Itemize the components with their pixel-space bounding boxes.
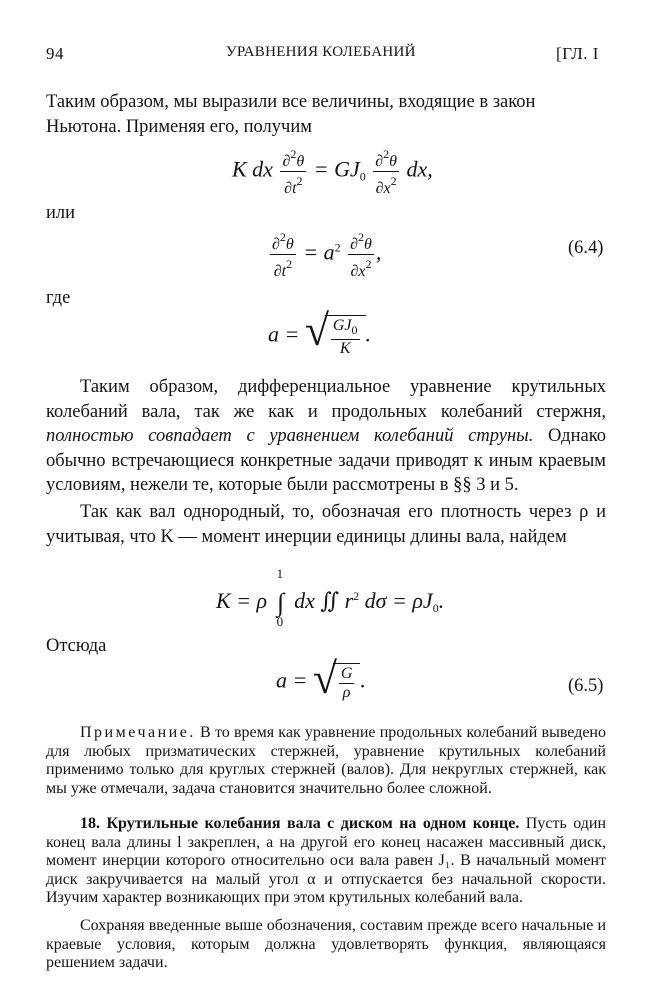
equation-a-definition: a = √ $\frac{GJ_0}{K}$ . <box>268 306 372 357</box>
running-title: УРАВНЕНИЯ КОЛЕБАНИЙ <box>226 44 416 60</box>
sqrt-sign-2: √ $\frac{G}{\rho}$ <box>313 663 361 702</box>
remark-text: В то время как уравнение продольных колебаний выведено для любых призматических стержней, уравнение крутильных колебаний применимо только для круглых стержней (валов). Для некруглых стержней, как мы уже отмечали, задача становится значительно более сложной. <box>46 724 606 797</box>
word-otsyuda: Отсюда <box>46 636 107 656</box>
sqrt-sign: √ $\frac{GJ_0}{K}$ <box>305 315 366 358</box>
fraction-d2theta-dx2-b: $\frac{\partial^2\theta}{\partial x^2}$ <box>350 230 372 280</box>
word-ili: или <box>46 203 76 223</box>
page-number: 94 <box>46 44 64 63</box>
paragraph-conclusion <box>46 375 606 498</box>
fraction-d2theta-dx2: $\frac{\partial^2\theta}{\partial x^2}$ <box>375 147 397 197</box>
equation-moment-of-inertia: K = ρ 1 ∫ 0 dx ∬ $r^2$ $d\sigma = \rho J_0$. <box>216 566 445 629</box>
remark-block <box>46 724 606 798</box>
section-18-block <box>46 815 606 908</box>
fraction-d2theta-dt2-b: $\frac{\partial^2\theta}{\partial t^2}$ <box>272 230 294 280</box>
paragraph-conclusion-end: Однако обычно встречающиеся конкретные задачи приводят к иным краевым условиям, нежели те, которые были рассмотрены в §§ 3 и 5. <box>46 426 606 495</box>
paragraph-conclusion-start: Таким образом, дифференциальное уравнение крутильных колебаний вала, так же как и продольных колебаний стержня, <box>46 377 606 422</box>
paragraph-newton: Таким образом, мы выразили все величины, входящие в закон Ньютона. Применяя его, получим <box>46 92 536 137</box>
section-title: 18. Крутильные колебания вала с диском на одном конце. <box>80 815 520 832</box>
chapter-marker: [ГЛ. I <box>556 44 599 63</box>
section-18-paragraph-2: Сохраняя введенные выше обозначения, составим прежде всего начальные и краевые условия, которым должна удовлетворять функция, являющаяся решением задачи. <box>46 917 606 971</box>
equation-number-6-5: (6.5) <box>568 676 604 696</box>
section-text: Пусть один конец вала длины l закреплен, а на другой его конец насажен массивный диск, момент инерции которого относительно оси вала равен J₁. В начальный момент диск закручивается на малый угол α и отпускается без начальной скорости. Изучим характер возникающих при этом крутильных колебаний вала. <box>46 815 607 906</box>
remark-label: Примечание. <box>80 724 196 741</box>
word-gde: где <box>46 288 71 308</box>
equation-number-6-4: (6.4) <box>568 238 604 258</box>
equation-6-5: a = √ $\frac{G}{\rho}$ . <box>276 654 366 703</box>
paragraph-conclusion-italic: полностью совпадает с уравнением колебаний струны. <box>46 426 534 446</box>
integral-0-1: 1 ∫ 0 <box>276 566 285 629</box>
fraction-d2theta-dt2: $\frac{\partial^2\theta}{\partial t^2}$ <box>282 147 305 197</box>
equation-6-4: $\frac{\partial^2\theta}{\partial t^2}$ = $a^2$ $\frac{\partial^2\theta}{\partial x^2}$ , <box>272 230 382 280</box>
paragraph-density: Так как вал однородный, то, обозначая его плотность через ρ и учитывая, что K — момент инерции единицы длины вала, найдем <box>46 502 606 547</box>
equation-newton-law: K dx $\frac{\partial^2\theta}{\partial t^2}$ = $GJ_0$ $\frac{\partial^2\theta}{\partial x^2}$ dx, <box>232 147 433 197</box>
